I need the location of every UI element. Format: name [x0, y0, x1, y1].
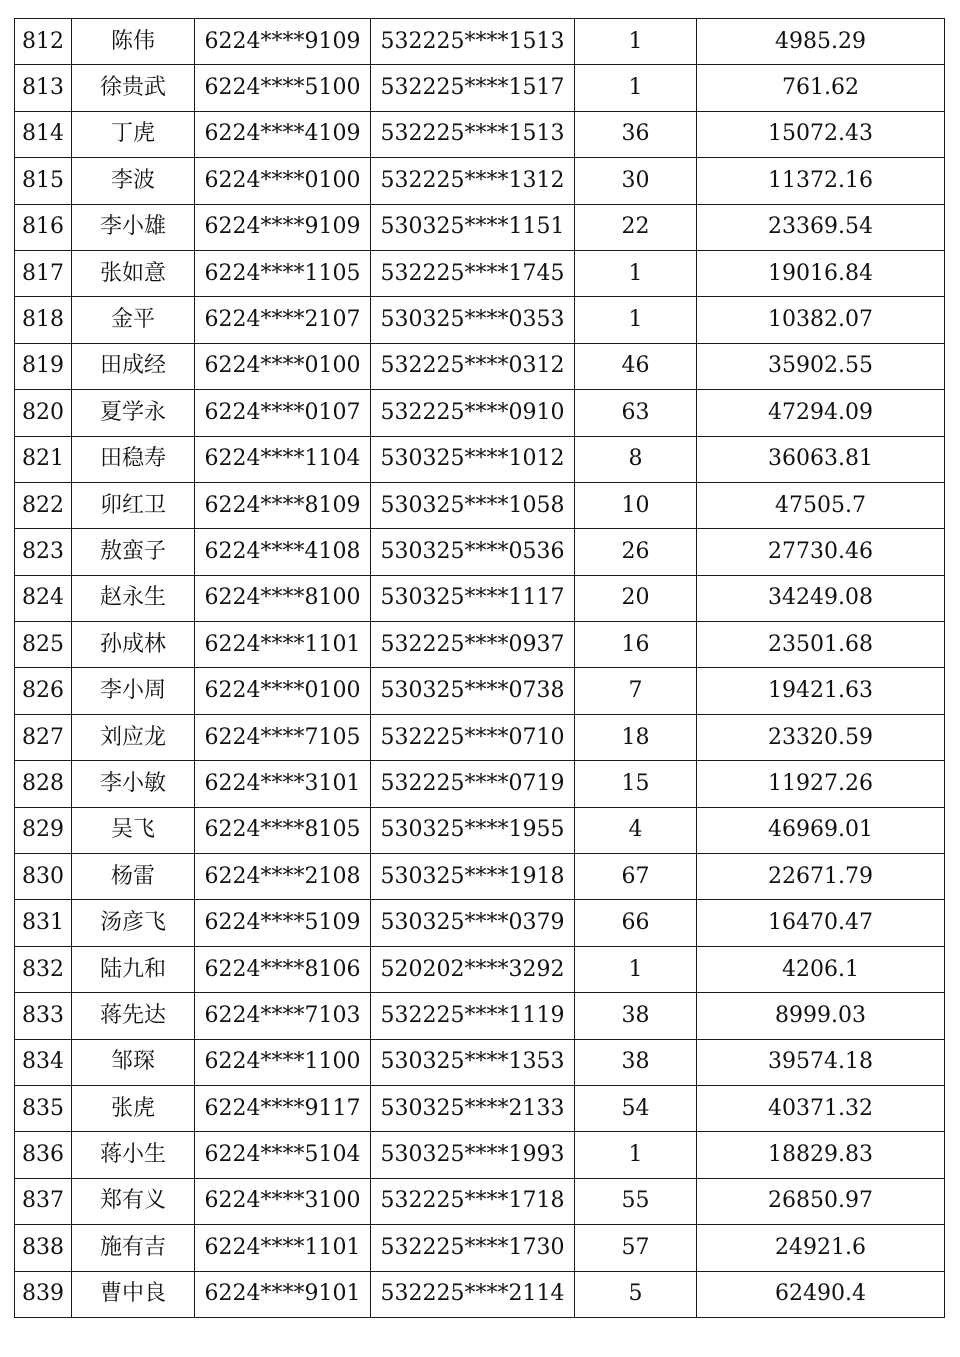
cell-count: 16	[575, 622, 697, 668]
cell-id: 532225****1718	[371, 1178, 575, 1224]
table-row	[15, 946, 945, 992]
cell-id: 532225****0910	[371, 390, 575, 436]
cell-no: 835	[15, 1085, 72, 1131]
cell-count: 63	[575, 390, 697, 436]
cell-amount: 4206.1	[697, 946, 945, 992]
records-table	[14, 18, 945, 1318]
cell-name: 丁虎	[72, 111, 195, 157]
cell-id: 530325****0536	[371, 529, 575, 575]
table-row	[15, 436, 945, 482]
cell-id: 530325****1993	[371, 1132, 575, 1178]
cell-no: 839	[15, 1271, 72, 1317]
cell-amount: 10382.07	[697, 297, 945, 343]
cell-card: 6224****9101	[195, 1271, 371, 1317]
cell-amount: 27730.46	[697, 529, 945, 575]
cell-name: 敖蛮子	[72, 529, 195, 575]
cell-no: 820	[15, 390, 72, 436]
cell-no: 831	[15, 900, 72, 946]
cell-card: 6224****8106	[195, 946, 371, 992]
table-row	[15, 1271, 945, 1317]
table-row	[15, 900, 945, 946]
table-row	[15, 390, 945, 436]
cell-id: 532225****1730	[371, 1225, 575, 1271]
cell-count: 8	[575, 436, 697, 482]
cell-count: 55	[575, 1178, 697, 1224]
cell-no: 822	[15, 482, 72, 528]
table-row	[15, 668, 945, 714]
cell-id: 532225****2114	[371, 1271, 575, 1317]
cell-amount: 24921.6	[697, 1225, 945, 1271]
cell-card: 6224****3101	[195, 761, 371, 807]
cell-count: 15	[575, 761, 697, 807]
cell-id: 532225****1513	[371, 111, 575, 157]
cell-card: 6224****5104	[195, 1132, 371, 1178]
cell-no: 816	[15, 204, 72, 250]
cell-no: 817	[15, 250, 72, 296]
cell-count: 1	[575, 297, 697, 343]
cell-amount: 40371.32	[697, 1085, 945, 1131]
cell-card: 6224****2108	[195, 854, 371, 900]
cell-count: 18	[575, 714, 697, 760]
cell-card: 6224****1101	[195, 622, 371, 668]
cell-card: 6224****0107	[195, 390, 371, 436]
cell-id: 520202****3292	[371, 946, 575, 992]
table-row	[15, 482, 945, 528]
cell-count: 1	[575, 946, 697, 992]
table-row	[15, 854, 945, 900]
cell-name: 郑有义	[72, 1178, 195, 1224]
cell-count: 36	[575, 111, 697, 157]
cell-name: 张虎	[72, 1085, 195, 1131]
cell-amount: 22671.79	[697, 854, 945, 900]
cell-name: 吴飞	[72, 807, 195, 853]
cell-name: 卯红卫	[72, 482, 195, 528]
cell-card: 6224****8109	[195, 482, 371, 528]
table-row	[15, 761, 945, 807]
cell-amount: 47294.09	[697, 390, 945, 436]
records-table-body	[15, 19, 945, 1318]
cell-card: 6224****8105	[195, 807, 371, 853]
cell-card: 6224****1100	[195, 1039, 371, 1085]
cell-id: 532225****1119	[371, 993, 575, 1039]
cell-amount: 761.62	[697, 65, 945, 111]
cell-no: 814	[15, 111, 72, 157]
cell-count: 1	[575, 1132, 697, 1178]
cell-no: 826	[15, 668, 72, 714]
cell-amount: 4985.29	[697, 19, 945, 65]
cell-count: 7	[575, 668, 697, 714]
cell-amount: 36063.81	[697, 436, 945, 482]
cell-amount: 23369.54	[697, 204, 945, 250]
cell-no: 818	[15, 297, 72, 343]
cell-count: 38	[575, 993, 697, 1039]
cell-amount: 26850.97	[697, 1178, 945, 1224]
cell-count: 38	[575, 1039, 697, 1085]
cell-no: 830	[15, 854, 72, 900]
cell-id: 532225****0312	[371, 343, 575, 389]
cell-id: 530325****1955	[371, 807, 575, 853]
cell-name: 李波	[72, 158, 195, 204]
cell-name: 徐贵武	[72, 65, 195, 111]
cell-count: 30	[575, 158, 697, 204]
table-row	[15, 250, 945, 296]
cell-amount: 62490.4	[697, 1271, 945, 1317]
cell-id: 532225****1517	[371, 65, 575, 111]
cell-no: 827	[15, 714, 72, 760]
cell-amount: 23320.59	[697, 714, 945, 760]
table-row	[15, 714, 945, 760]
cell-card: 6224****9109	[195, 204, 371, 250]
table-row	[15, 807, 945, 853]
cell-name: 曹中良	[72, 1271, 195, 1317]
cell-card: 6224****5100	[195, 65, 371, 111]
cell-no: 834	[15, 1039, 72, 1085]
cell-no: 828	[15, 761, 72, 807]
cell-card: 6224****4109	[195, 111, 371, 157]
cell-no: 825	[15, 622, 72, 668]
cell-card: 6224****9117	[195, 1085, 371, 1131]
cell-id: 532225****0937	[371, 622, 575, 668]
cell-amount: 35902.55	[697, 343, 945, 389]
cell-name: 杨雷	[72, 854, 195, 900]
cell-name: 汤彦飞	[72, 900, 195, 946]
cell-name: 金平	[72, 297, 195, 343]
cell-id: 532225****1745	[371, 250, 575, 296]
cell-id: 530325****1117	[371, 575, 575, 621]
cell-id: 530325****2133	[371, 1085, 575, 1131]
cell-amount: 47505.7	[697, 482, 945, 528]
cell-card: 6224****1105	[195, 250, 371, 296]
cell-name: 李小雄	[72, 204, 195, 250]
cell-name: 赵永生	[72, 575, 195, 621]
cell-no: 824	[15, 575, 72, 621]
cell-card: 6224****4108	[195, 529, 371, 575]
cell-count: 57	[575, 1225, 697, 1271]
cell-count: 22	[575, 204, 697, 250]
cell-no: 829	[15, 807, 72, 853]
cell-name: 刘应龙	[72, 714, 195, 760]
cell-count: 10	[575, 482, 697, 528]
cell-card: 6224****1101	[195, 1225, 371, 1271]
cell-card: 6224****7105	[195, 714, 371, 760]
cell-card: 6224****1104	[195, 436, 371, 482]
cell-name: 田成经	[72, 343, 195, 389]
cell-name: 张如意	[72, 250, 195, 296]
cell-id: 532225****0710	[371, 714, 575, 760]
cell-id: 530325****0738	[371, 668, 575, 714]
cell-amount: 39574.18	[697, 1039, 945, 1085]
cell-name: 孙成林	[72, 622, 195, 668]
cell-name: 施有吉	[72, 1225, 195, 1271]
cell-id: 530325****1012	[371, 436, 575, 482]
cell-name: 陈伟	[72, 19, 195, 65]
cell-no: 819	[15, 343, 72, 389]
cell-count: 67	[575, 854, 697, 900]
table-row	[15, 622, 945, 668]
cell-name: 邹琛	[72, 1039, 195, 1085]
cell-no: 823	[15, 529, 72, 575]
cell-card: 6224****8100	[195, 575, 371, 621]
cell-card: 6224****7103	[195, 993, 371, 1039]
cell-name: 夏学永	[72, 390, 195, 436]
cell-name: 李小周	[72, 668, 195, 714]
table-row	[15, 297, 945, 343]
cell-amount: 46969.01	[697, 807, 945, 853]
cell-card: 6224****0100	[195, 668, 371, 714]
cell-name: 蒋小生	[72, 1132, 195, 1178]
cell-id: 532225****1312	[371, 158, 575, 204]
cell-count: 20	[575, 575, 697, 621]
cell-no: 833	[15, 993, 72, 1039]
cell-name: 田稳寿	[72, 436, 195, 482]
cell-name: 李小敏	[72, 761, 195, 807]
cell-count: 1	[575, 19, 697, 65]
cell-name: 蒋先达	[72, 993, 195, 1039]
cell-amount: 18829.83	[697, 1132, 945, 1178]
table-row	[15, 1178, 945, 1224]
table-row	[15, 65, 945, 111]
cell-card: 6224****0100	[195, 343, 371, 389]
table-row	[15, 1132, 945, 1178]
cell-amount: 11927.26	[697, 761, 945, 807]
table-row	[15, 204, 945, 250]
cell-count: 1	[575, 65, 697, 111]
cell-id: 530325****1353	[371, 1039, 575, 1085]
table-row	[15, 575, 945, 621]
cell-id: 532225****1513	[371, 19, 575, 65]
table-row	[15, 1039, 945, 1085]
cell-amount: 23501.68	[697, 622, 945, 668]
cell-count: 46	[575, 343, 697, 389]
cell-id: 530325****1058	[371, 482, 575, 528]
cell-no: 837	[15, 1178, 72, 1224]
cell-id: 530325****1151	[371, 204, 575, 250]
cell-amount: 8999.03	[697, 993, 945, 1039]
cell-card: 6224****9109	[195, 19, 371, 65]
cell-no: 813	[15, 65, 72, 111]
cell-no: 832	[15, 946, 72, 992]
cell-card: 6224****2107	[195, 297, 371, 343]
cell-no: 815	[15, 158, 72, 204]
cell-amount: 16470.47	[697, 900, 945, 946]
cell-no: 838	[15, 1225, 72, 1271]
cell-count: 1	[575, 250, 697, 296]
table-row	[15, 111, 945, 157]
table-row	[15, 158, 945, 204]
table-row	[15, 1085, 945, 1131]
cell-no: 821	[15, 436, 72, 482]
cell-card: 6224****5109	[195, 900, 371, 946]
cell-amount: 15072.43	[697, 111, 945, 157]
cell-id: 530325****0353	[371, 297, 575, 343]
cell-count: 5	[575, 1271, 697, 1317]
table-row	[15, 993, 945, 1039]
cell-count: 4	[575, 807, 697, 853]
cell-amount: 11372.16	[697, 158, 945, 204]
table-row	[15, 19, 945, 65]
cell-id: 530325****1918	[371, 854, 575, 900]
cell-card: 6224****3100	[195, 1178, 371, 1224]
cell-card: 6224****0100	[195, 158, 371, 204]
cell-count: 66	[575, 900, 697, 946]
document-page	[14, 18, 944, 1318]
cell-id: 530325****0379	[371, 900, 575, 946]
table-row	[15, 1225, 945, 1271]
cell-name: 陆九和	[72, 946, 195, 992]
table-row	[15, 529, 945, 575]
cell-amount: 19016.84	[697, 250, 945, 296]
table-row	[15, 343, 945, 389]
cell-count: 26	[575, 529, 697, 575]
cell-id: 532225****0719	[371, 761, 575, 807]
cell-no: 812	[15, 19, 72, 65]
cell-amount: 34249.08	[697, 575, 945, 621]
cell-no: 836	[15, 1132, 72, 1178]
cell-count: 54	[575, 1085, 697, 1131]
cell-amount: 19421.63	[697, 668, 945, 714]
